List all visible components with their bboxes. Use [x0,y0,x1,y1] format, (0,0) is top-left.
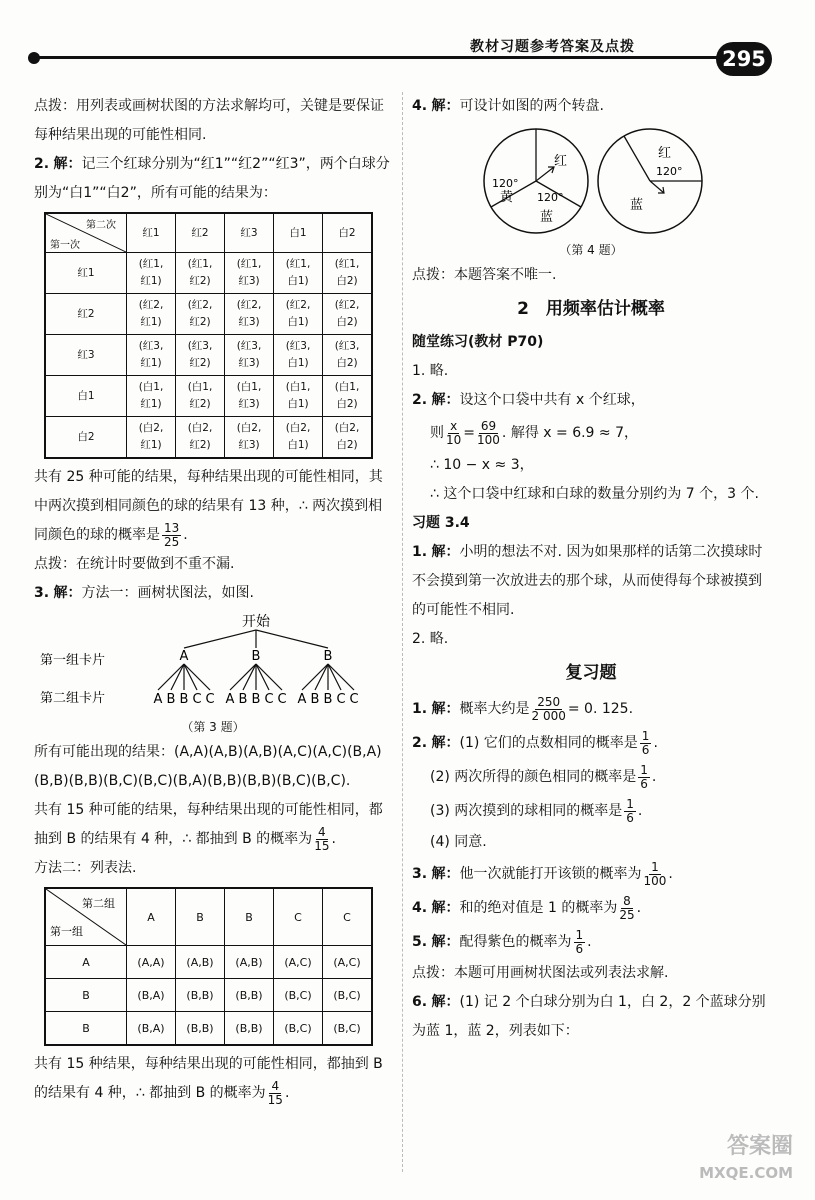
table2-cell: (A,A) [127,946,176,979]
table1-cell: (红1, 白2) [323,253,373,294]
section-2-title: 2 用频率估计概率 [517,299,665,319]
review-6: 6. 解：(1) 记 2 个白球分别为白 1，白 2，2 个蓝球分别为蓝 1，蓝 2，列表如下： [412,994,766,1039]
practice-1: 1. 略. [412,363,449,379]
table2-row-header: B [45,1012,127,1046]
table2-col-header: A [127,888,176,946]
watermark-line-1: 答案圈 [726,1134,793,1159]
table1-cell: (红3, 红2) [176,335,225,376]
tree-node-level1: A [179,649,189,664]
header-rule [34,56,734,59]
table2-cell: (B,B) [225,979,274,1012]
table1-cell: (红1, 红1) [127,253,176,294]
review-2c: (3) 两次摸到的球相同的概率是 $\frac{1}{6}$ . [430,796,643,825]
spinner-2 [598,129,702,233]
table1-row-header: 红1 [45,253,127,294]
tree-row1-label: 第一组卡片 [40,653,106,668]
review-5: 5. 解：配得紫色的概率为 $\frac{1}{6}$ . [412,927,592,956]
tree-leaf: B [323,692,333,707]
tree-branch [256,630,328,648]
review-3: 3. 解：他一次就能打开该锁的概率为 $\frac{1}{100}$ . [412,859,673,888]
table2-cell: (A,B) [176,946,225,979]
practice-2: 2. 解：设这个口袋中共有 x 个红球， [412,392,645,408]
tree-branches [154,630,359,707]
table1-row-header: 白2 [45,417,127,459]
table1-cell: (红1, 白1) [274,253,323,294]
table2-cell: (B,C) [323,1012,373,1046]
watermark-line-2: MXQE.COM [699,1164,793,1182]
table2-cell: (A,C) [323,946,373,979]
fraction-4-15-final: $\frac{4}{15}$ [267,1078,283,1107]
table1-cell: (白1, 红3) [225,376,274,417]
table1-cell: (红2, 白1) [274,294,323,335]
fraction-69-100: $\frac{69}{100}$ [477,418,500,447]
practice-2-equation: 则 $\frac{x}{10}$ = $\frac{69}{100}$ . 解得 x = 6.9 ≈ 7， [430,418,638,447]
table1-cell: (红3, 红1) [127,335,176,376]
fraction-1-6-d: $\frac{1}{6}$ [575,927,584,956]
spinner1-label-yellow: 黄 [500,190,514,205]
svg-text:第一组: 第一组 [50,925,83,938]
table2-cell: (B,B) [225,1012,274,1046]
tree-leaf: C [349,692,359,707]
review-title: 复习题 [565,663,617,683]
tree-leaf: B [179,692,189,707]
table1-col-header: 白1 [274,213,323,253]
table2-col-header: B [176,888,225,946]
table2-col-header: C [274,888,323,946]
question-3-method-2: 方法二：列表法. [34,860,137,876]
fraction-250-2000: $\frac{250}{2 000}$ [531,694,566,723]
figure-3-caption: （第 3 题） [181,720,245,734]
tree-branch [315,664,328,690]
table2-cell: (B,A) [127,979,176,1012]
table2-cell: (B,B) [176,1012,225,1046]
table1-col-header: 红1 [127,213,176,253]
tree-leaf: C [264,692,274,707]
review-4: 4. 解：和的绝对值是 1 的概率为 $\frac{8}{25}$ . [412,893,642,922]
fraction-4-15: $\frac{4}{15}$ [314,824,330,853]
column-divider [402,92,403,1172]
spinner1-angle-b: 120° [537,191,564,204]
table1-cell: (红1, 红2) [176,253,225,294]
question-3-count: 共有 15 种可能的结果，每种结果出现的可能性相同，都抽到 B 的结果有 4 种，∴ 都抽到 B 的概率为 $\frac{4}{15}$ . [34,802,383,853]
table1-row-header: 红2 [45,294,127,335]
fraction-1-6-c: $\frac{1}{6}$ [626,796,634,825]
tree-branch [328,664,354,690]
table1-corner [45,213,127,253]
table1-col-header: 红3 [225,213,274,253]
fraction-1-6-a: $\frac{1}{6}$ [641,728,650,757]
tree-row2-label: 第二组卡片 [40,691,106,706]
tree-branch [158,664,184,690]
tree-branch [184,664,197,690]
table1-cell: (白2, 红2) [176,417,225,459]
tip-4: 点拨：本题答案不唯一. [412,267,557,283]
left-column [34,92,392,1108]
svg-text:第二次: 第二次 [86,220,116,231]
tree-leaf: C [205,692,215,707]
question-2: 2. 解：记三个红球分别为“红1”“红2”“红3”，两个白球分别为“白1”“白2”，所有可能的结果为： [34,156,390,201]
question-3-all-outcomes: 所有可能出现的结果：(A,A)(A,B)(A,B)(A,C)(A,C)(B,A)(B,B)(B,B)(B,C)(B,C)(B,A)(B,B)(B,B)(B,C)(B,C). [34,744,382,789]
table1-cell: (白2, 红3) [225,417,274,459]
table1-cell: (红2, 红1) [127,294,176,335]
spinner-1 [484,129,588,233]
question-3-final: 共有 15 种结果，每种结果出现的可能性相同，都抽到 B 的结果有 4 种，∴ 都抽到 B 的概率为 $\frac{4}{15}$ . [34,1056,383,1107]
tree-branch [328,664,341,690]
practice-title: 随堂练习(教材 P70) [412,334,544,350]
table2-col-header: C [323,888,373,946]
spinners-figure [412,121,770,239]
outcome-table-cards [44,887,373,1046]
exercise-title: 习题 3.4 [412,515,470,531]
tree-branch [184,630,256,648]
review-1: 1. 解：概率大约是 $\frac{250}{2 000}$ = 0. 125. [412,694,634,723]
question-4: 4. 解：可设计如图的两个转盘. [412,98,604,114]
tree-root: 开始 [242,614,270,630]
spinner2-label-blue: 蓝 [630,198,644,213]
fraction-13-25: $\frac{13}{25}$ [164,520,180,549]
tip-1: 点拨：用列表或画树状图的方法求解均可，关键是要保证每种结果出现的可能性相同. [34,98,384,143]
spinner1-angle-a: 120° [492,177,519,190]
tree-leaf: B [238,692,248,707]
tip-5: 点拨：本题可用画树状图法或列表法求解. [412,965,669,981]
table1-cell: (白1, 白1) [274,376,323,417]
table2-row-header: B [45,979,127,1012]
table1-cell: (白1, 红1) [127,376,176,417]
table2-cell: (B,C) [274,1012,323,1046]
review-2a: 2. 解：(1) 它们的点数相同的概率是 $\frac{1}{6}$ . [412,728,658,757]
spinner2-label-red: 红 [658,146,672,161]
tree-branch [256,664,282,690]
tip-2: 点拨：在统计时要做到不重不漏. [34,556,235,572]
tree-node-level1: B [251,649,261,664]
figure-4-caption: （第 4 题） [559,243,623,257]
tree-leaf: B [310,692,320,707]
tree-leaf: C [192,692,202,707]
tree-diagram [34,608,392,716]
tree-leaf: B [166,692,176,707]
table1-col-header: 白2 [323,213,373,253]
table2-corner [45,888,127,946]
table1-row-header: 红3 [45,335,127,376]
review-2d: (4) 同意. [430,834,487,850]
tree-leaf: A [225,692,235,707]
table2-cell: (B,B) [176,979,225,1012]
table2-cell: (A,B) [225,946,274,979]
table1-cell: (红2, 白2) [323,294,373,335]
right-column [412,92,770,1046]
tree-node-level1: B [323,649,333,664]
exercise-2: 2. 略. [412,631,449,647]
table1-cell: (红3, 白2) [323,335,373,376]
spinner2-angle: 120° [656,165,683,178]
table2-col-header: B [225,888,274,946]
exercise-1: 1. 解：小明的想法不对. 因为如果那样的话第二次摸球时不会摸到第一次放进去的那个球，从而使得每个球被摸到的可能性不相同. [412,544,763,618]
outcome-table-colors [44,212,373,459]
question-3: 3. 解：方法一：画树状图法，如图. [34,585,254,601]
table1-cell: (白2, 白1) [274,417,323,459]
tree-leaf: C [336,692,346,707]
tree-leaf: B [251,692,261,707]
tree-leaf: A [297,692,307,707]
fraction-1-100: $\frac{1}{100}$ [643,859,667,888]
table1-cell: (白2, 白2) [323,417,373,459]
table1-cell: (红3, 红3) [225,335,274,376]
watermark [699,1134,793,1186]
spinner1-label-blue: 蓝 [540,210,554,225]
table1-cell: (红1, 红3) [225,253,274,294]
table1-col-header: 红2 [176,213,225,253]
table2-cell: (A,C) [274,946,323,979]
table2-cell: (B,A) [127,1012,176,1046]
tree-branch [171,664,184,690]
fraction-8-25: $\frac{8}{25}$ [619,893,635,922]
tree-branch [243,664,256,690]
fraction-x-10: $\frac{x}{10}$ [446,418,462,447]
tree-branch [184,664,210,690]
tree-branch [230,664,256,690]
table1-cell: (红2, 红2) [176,294,225,335]
table1-cell: (红2, 红3) [225,294,274,335]
header-title: 教材习题参考答案及点拨 [470,39,635,55]
table1-cell: (白1, 白2) [323,376,373,417]
practice-2-line4: ∴ 这个口袋中红球和白球的数量分别约为 7 个，3 个. [430,486,759,502]
table1-cell: (红3, 白1) [274,335,323,376]
table1-cell: (白1, 红2) [176,376,225,417]
table2-cell: (B,C) [323,979,373,1012]
svg-text:第一次: 第一次 [50,240,80,251]
tree-leaf: A [153,692,163,707]
tree-branch [302,664,328,690]
table1-row-header: 白1 [45,376,127,417]
svg-text:第二组: 第二组 [82,897,115,910]
spinner1-label-red: 红 [554,154,568,169]
review-2b: (2) 两次所得的颜色相同的概率是 $\frac{1}{6}$ . [430,762,657,791]
tree-branch [256,664,269,690]
question-2-result: 共有 25 种可能的结果，每种结果出现的可能性相同，其中两次摸到相同颜色的球的结果有 13 种，∴ 两次摸到相同颜色的球的概率是 $\frac{13}{25}$ . [34,469,383,549]
fraction-1-6-b: $\frac{1}{6}$ [640,762,648,791]
table2-cell: (B,C) [274,979,323,1012]
table1-cell: (白2, 红1) [127,417,176,459]
tree-leaf: C [277,692,287,707]
page-number-badge: 295 [716,42,772,76]
practice-2-line3: ∴ 10 − x ≈ 3， [430,457,534,473]
table2-row-header: A [45,946,127,979]
